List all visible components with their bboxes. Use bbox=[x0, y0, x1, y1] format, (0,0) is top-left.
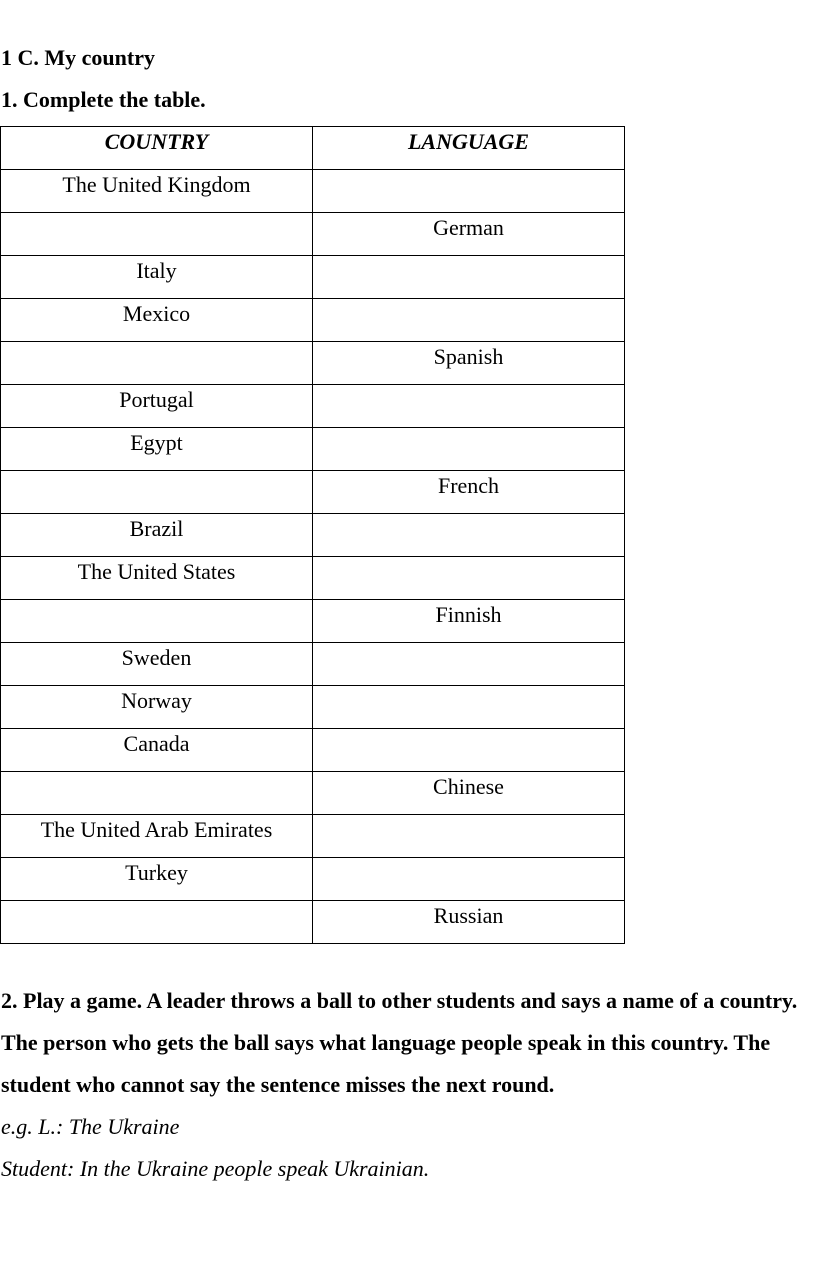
country-cell: Turkey bbox=[1, 858, 313, 901]
country-cell[interactable] bbox=[1, 213, 313, 256]
language-cell[interactable] bbox=[313, 299, 625, 342]
section-title: 1 C. My country bbox=[1, 45, 155, 70]
language-cell[interactable] bbox=[313, 643, 625, 686]
table-row bbox=[1, 299, 625, 342]
country-cell: The United Arab Emirates bbox=[1, 815, 313, 858]
table-row bbox=[1, 643, 625, 686]
language-cell: French bbox=[313, 471, 625, 514]
table-row bbox=[1, 213, 625, 256]
language-cell[interactable] bbox=[313, 858, 625, 901]
table-row bbox=[1, 557, 625, 600]
country-cell: The United States bbox=[1, 557, 313, 600]
country-cell: Egypt bbox=[1, 428, 313, 471]
table-row bbox=[1, 256, 625, 299]
language-cell[interactable] bbox=[313, 686, 625, 729]
country-cell: Portugal bbox=[1, 385, 313, 428]
example-leader-line: e.g. L.: The Ukraine bbox=[1, 1114, 180, 1139]
table-body bbox=[1, 170, 625, 944]
country-cell: Norway bbox=[1, 686, 313, 729]
country-cell: The United Kingdom bbox=[1, 170, 313, 213]
language-cell[interactable] bbox=[313, 170, 625, 213]
language-cell[interactable] bbox=[313, 385, 625, 428]
country-cell[interactable] bbox=[1, 600, 313, 643]
table-row bbox=[1, 815, 625, 858]
language-cell[interactable] bbox=[313, 256, 625, 299]
table-row bbox=[1, 901, 625, 944]
language-cell: Chinese bbox=[313, 772, 625, 815]
table-header-row bbox=[1, 127, 625, 170]
country-cell: Brazil bbox=[1, 514, 313, 557]
country-cell[interactable] bbox=[1, 901, 313, 944]
country-language-table bbox=[0, 126, 625, 944]
table-row bbox=[1, 600, 625, 643]
country-cell: Italy bbox=[1, 256, 313, 299]
country-cell: Mexico bbox=[1, 299, 313, 342]
language-cell[interactable] bbox=[313, 815, 625, 858]
table-row bbox=[1, 385, 625, 428]
table-row bbox=[1, 729, 625, 772]
language-cell: Spanish bbox=[313, 342, 625, 385]
country-cell[interactable] bbox=[1, 471, 313, 514]
language-cell: German bbox=[313, 213, 625, 256]
country-cell[interactable] bbox=[1, 772, 313, 815]
table-row bbox=[1, 428, 625, 471]
country-cell: Sweden bbox=[1, 643, 313, 686]
table-row bbox=[1, 170, 625, 213]
language-cell: Russian bbox=[313, 901, 625, 944]
language-cell[interactable] bbox=[313, 514, 625, 557]
table-row bbox=[1, 858, 625, 901]
table-row bbox=[1, 471, 625, 514]
country-cell[interactable] bbox=[1, 342, 313, 385]
table-row bbox=[1, 772, 625, 815]
table-row bbox=[1, 514, 625, 557]
language-cell: Finnish bbox=[313, 600, 625, 643]
language-cell[interactable] bbox=[313, 428, 625, 471]
language-cell[interactable] bbox=[313, 557, 625, 600]
language-cell[interactable] bbox=[313, 729, 625, 772]
table-row bbox=[1, 686, 625, 729]
task1-title: 1. Complete the table. bbox=[1, 87, 206, 112]
country-column-header: COUNTRY bbox=[1, 127, 313, 170]
country-cell: Canada bbox=[1, 729, 313, 772]
table-row bbox=[1, 342, 625, 385]
task2-instructions: 2. Play a game. A leader throws a ball to other students and says a name of a country. The person who gets the ball says what language people speak in this country. The student who cannot say the sentence misses the next round. bbox=[1, 988, 798, 1097]
language-column-header: LANGUAGE bbox=[313, 127, 625, 170]
example-student-line: Student: In the Ukraine people speak Ukrainian. bbox=[1, 1156, 430, 1181]
